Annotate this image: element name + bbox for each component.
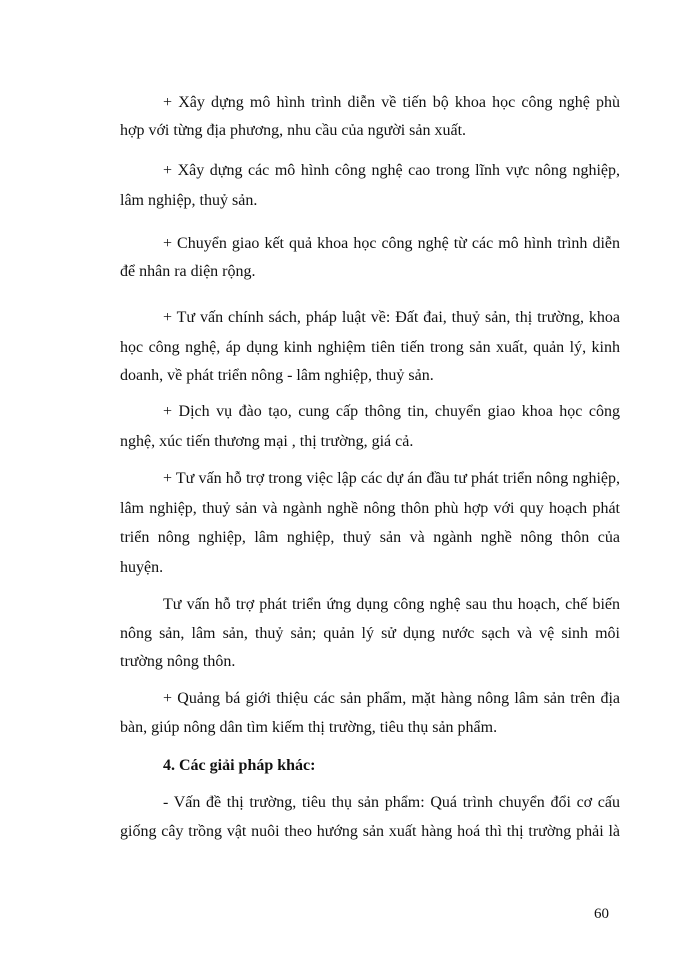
paragraph-2-line-1: + Xây dựng các mô hình công nghệ cao trong lĩnh vực nông nghiệp, xyxy=(163,162,620,179)
paragraph-5-line-2: nghệ, xúc tiến thương mại , thị trường, giá cả. xyxy=(120,433,414,450)
paragraph-7-line-3: trường nông thôn. xyxy=(120,653,236,670)
paragraph-4-line-1: + Tư vấn chính sách, pháp luật về: Đất đai, thuỷ sản, thị trường, khoa xyxy=(163,309,620,326)
paragraph-4-line-2: học công nghệ, áp dụng kinh nghiệm tiên tiến trong sản xuất, quản lý, kinh xyxy=(120,339,620,356)
paragraph-6-line-1: + Tư vấn hỗ trợ trong việc lập các dự án đầu tư phát triển nông nghiệp, xyxy=(163,470,620,487)
paragraph-6-line-2: lâm nghiệp, thuỷ sản và ngành nghề nông thôn phù hợp với quy hoạch phát xyxy=(120,500,620,517)
paragraph-8-line-2: bàn, giúp nông dân tìm kiếm thị trường, tiêu thụ sản phẩm. xyxy=(120,719,498,736)
page-number: 60 xyxy=(594,906,609,922)
paragraph-7-line-1: Tư vấn hỗ trợ phát triển ứng dụng công nghệ sau thu hoạch, chế biến xyxy=(163,596,620,613)
paragraph-3-line-2: để nhân ra diện rộng. xyxy=(120,263,256,280)
paragraph-6-line-4: huyện. xyxy=(120,559,164,576)
paragraph-6-line-3: triển nông nghiệp, lâm nghiệp, thuỷ sản và ngành nghề nông thôn của xyxy=(120,529,620,546)
paragraph-2-line-2: lâm nghiệp, thuỷ sản. xyxy=(120,192,258,209)
section-heading: 4. Các giải pháp khác: xyxy=(163,757,316,774)
paragraph-1-line-2: hợp với từng địa phương, nhu cầu của người sản xuất. xyxy=(120,122,467,139)
paragraph-4-line-3: doanh, về phát triển nông - lâm nghiệp, thuỷ sản. xyxy=(120,367,434,384)
paragraph-5-line-1: + Dịch vụ đào tạo, cung cấp thông tin, chuyển giao khoa học công xyxy=(163,403,620,420)
paragraph-8-line-1: + Quảng bá giới thiệu các sản phẩm, mặt hàng nông lâm sản trên địa xyxy=(163,690,620,707)
closing-paragraph-line-2: giống cây trồng vật nuôi theo hướng sản xuất hàng hoá thì thị trường phải là xyxy=(120,823,620,840)
paragraph-3-line-1: + Chuyển giao kết quả khoa học công nghệ từ các mô hình trình diễn xyxy=(163,235,620,252)
closing-paragraph-line-1: - Vấn đề thị trường, tiêu thụ sản phẩm: Quá trình chuyển đổi cơ cấu xyxy=(163,794,620,811)
paragraph-7-line-2: nông sản, lâm sản, thuỷ sản; quản lý sử dụng nước sạch và vệ sinh môi xyxy=(120,625,620,642)
paragraph-1-line-1: + Xây dựng mô hình trình diễn về tiến bộ khoa học công nghệ phù xyxy=(163,94,620,111)
